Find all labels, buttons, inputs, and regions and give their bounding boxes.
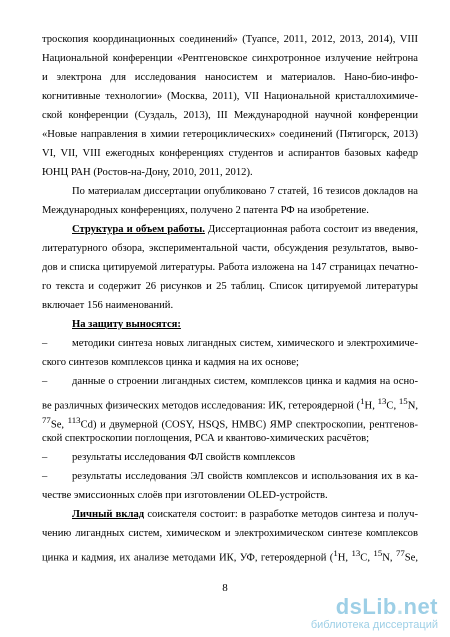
text-span: Se, <box>50 419 68 431</box>
text-line: литературного обзора, экспериментальной части, обсуждения результатов, выво- <box>42 243 418 254</box>
text-line: ского синтезов комплексов цинка и кадмия на их основе; <box>42 357 299 368</box>
text-line: ской конференции (Суздаль, 2013), III Международной научной конференции <box>42 110 418 121</box>
contribution-paragraph-start <box>72 509 418 521</box>
text-line: ской спектроскопии поглощения, РСА и квантово-химических расчётов; <box>42 433 370 444</box>
text-span: C, <box>386 400 399 412</box>
superscript: 13 <box>377 396 387 406</box>
text-line: методики синтеза новых лигандных систем, химического и электрохимиче- <box>72 338 418 349</box>
text-line: го текста и содержит 26 рисунков и 25 таблиц. Список цитируемой литературы <box>42 281 418 292</box>
text-line: VI, VII, VIII ежегодных конференциях студентов и аспирантов базовых кафедр <box>42 148 418 159</box>
contribution-heading: Личный вклад <box>72 509 145 520</box>
text-line: включает 156 наименований. <box>42 300 174 311</box>
text-span: Cd) и двумерной (COSY, HSQS, HMBC) ЯМР спектроскопии, рентгенов- <box>80 419 418 431</box>
text-line: чению лигандных систем, химическом и электрохимическом синтезе комплексов <box>42 528 418 539</box>
text-line: ЮНЦ РАН (Ростов-на-Дону, 2010, 2011, 2012). <box>42 167 253 178</box>
text-span: N, <box>407 400 418 412</box>
text-line: Международных конференциях, получено 2 патента РФ на изобретение. <box>42 205 369 216</box>
text-line: когнитивные технологии» (Москва, 2011), VII Национальной кристаллохимиче- <box>42 91 418 102</box>
structure-paragraph-start <box>72 224 418 236</box>
superscript: 77 <box>42 415 51 425</box>
text-line: «Новые направления в химии гетероциклических» соединений (Пятигорск, 2013) <box>42 129 418 140</box>
text-line: дов и списка цитируемой литературы. Работа изложена на 147 страницах печатно- <box>42 262 418 273</box>
text-line: честве эмиссионных слоёв при изготовлении OLED-устройств. <box>42 490 328 501</box>
bullet-dash: – <box>42 452 48 463</box>
bullet-dash: – <box>42 338 48 349</box>
defense-heading: На защиту выносятся: <box>72 319 181 330</box>
bullet-dash: – <box>42 376 48 387</box>
superscript: 1 <box>333 548 338 558</box>
text-span: C, <box>360 552 374 564</box>
logo-dot: . <box>396 594 404 619</box>
defense-heading-line <box>72 319 418 331</box>
text-line-with-isotopes <box>42 547 418 565</box>
text-line: троскопия координационных соединений» (Туапсе, 2011, 2012, 2013, 2014), VIII <box>42 34 418 45</box>
text-line: данные о строении лигандных систем, комплексов цинка и кадмия на осно- <box>72 376 418 387</box>
text-line: Национальной конференции «Рентгеновское синхротронное излучение нейтрона <box>42 53 418 64</box>
text-span: N, <box>382 552 396 564</box>
superscript: 77 <box>395 548 405 558</box>
logo-text: dsLib <box>335 594 397 619</box>
superscript: 15 <box>398 396 408 406</box>
page-number: 8 <box>222 582 228 594</box>
superscript: 113 <box>67 415 81 425</box>
logo-tld: net <box>403 594 438 619</box>
dslib-watermark[interactable] <box>311 595 438 632</box>
text-line: результаты исследования ФЛ свойств комплексов <box>72 452 296 463</box>
text-span: H, <box>364 400 378 412</box>
superscript: 15 <box>373 548 383 558</box>
superscript: 13 <box>351 548 361 558</box>
structure-heading: Структура и объем работы. <box>72 224 205 235</box>
superscript: 1 <box>360 396 365 406</box>
text-line: результаты исследования ЭЛ свойств комплексов и использования их в ка- <box>72 471 418 482</box>
text-span: Диссертационная работа состоит из введения, <box>204 224 418 235</box>
text-span: цинка и кадмия, их анализе методами ИК, УФ, гетероядерной ( <box>42 552 334 564</box>
watermark-subtitle: библиотека диссертаций <box>310 619 438 631</box>
text-span: соискателя состоит: в разработке методов синтеза и получ- <box>144 509 418 520</box>
bullet-dash: – <box>42 471 48 482</box>
text-span: ве различных физических методов исследования: ИК, гетероядерной ( <box>42 400 361 412</box>
text-line: По материалам диссертации опубликовано 7 статей, 16 тезисов докладов на <box>72 186 418 197</box>
text-line-with-isotopes <box>42 395 418 413</box>
text-line-with-isotopes <box>42 414 418 432</box>
watermark-logo <box>311 595 438 619</box>
text-span: H, <box>337 552 352 564</box>
text-line: и электрона для исследования наносистем и материалов. Нано-био-инфо- <box>42 72 418 83</box>
text-span: Se, <box>404 552 418 564</box>
